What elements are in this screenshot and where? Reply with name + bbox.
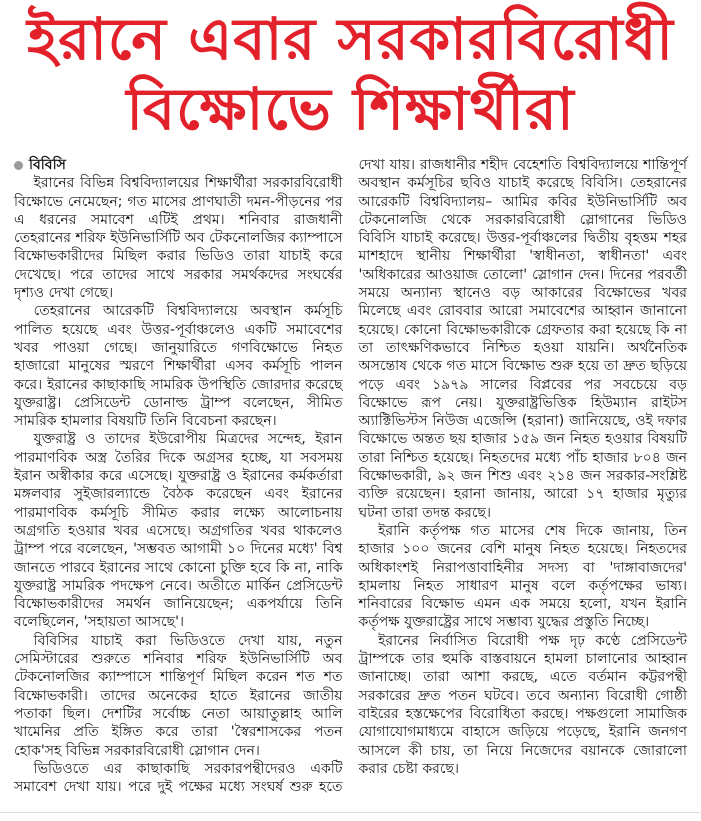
article-paragraph: ভিডিওতে এর কাছাকাছি সরকারপন্থীদেরও একটি সমাবেশ দেখা যায়। পরে দুই পক্ষের মধ্যে সংঘর্ষ শুরু হতে দেখা যায়। রাজধানীর শহীদ বেহেশতি বিশ্ববিদ্যালয়ে শান্তিপূর্ণ অবস্থান কর্মসূচির ছবিও যাচাই করেছে বিবিসি। তেহরানের আরেকটি বিশ্ববিদ্যালয়– আমির কবির ইউনিভার্সিটি অব টেকনোলজি থেকে সরকারবিরোধী স্লোগানের ভিডিও বিবিসি যাচাই করেছে। উত্তর-পূর্বাঞ্চলের দ্বিতীয় বৃহত্তম শহর মাশহাদে স্থানীয় শিক্ষার্থীরা 'স্বাধীনতা, স্বাধীনতা' এবং 'অধিকারের আওয়াজ তোলো' স্লোগান দেন। দিনের পরবর্তী সময়ে অন্যান্য স্থানেও বড় আকারের বিক্ষোভের খবর মিলেছে এবং রোববার আরো সমাবেশের আহ্বান জানানো হয়েছে। কোনো বিক্ষোভকারীকে গ্রেফতার করা হয়েছে কি না তা তাৎক্ষণিকভাবে নিশ্চিত হওয়া যায়নি। অর্থনৈতিক অসন্তোষ থেকে গত মাসে বিক্ষোভ শুরু হয়ে তা দ্রুত ছড়িয়ে পড়ে এবং ১৯৭৯ সালের বিপ্লবের পর সবচেয়ে বড় বিক্ষোভে রূপ নেয়। যুক্তরাষ্ট্রভিত্তিক হিউম্যান রাইটস অ্যাক্টিভিস্টস নিউজ এজেন্সি (হরানা) জানিয়েছে, ওই দফার বিক্ষোভে অন্তত ছয় হাজার ১৫৯ জন নিহত হওয়ার বিষয়টি তারা নিশ্চিত হয়েছে। নিহতদের মধ্যে পাঁচ হাজার ৮০৪ জন বিক্ষোভকারী, ৯২ জন শিশু এবং ২১৪ জন সরকার-সংশ্লিষ্ট ব্যক্তি রয়েছেন। হরানা জানায়, আরো ১৭ হাজার মৃত্যুর ঘটনা তারা তদন্ত করছে। xyxy=(14,157,687,796)
headline-line-2: বিক্ষোভে শিক্ষার্থীরা xyxy=(126,75,575,143)
article-paragraph: ইরানের নির্বাসিত বিরোধী পক্ষ দৃঢ় কণ্ঠে প্রেসিডেন্ট ট্রাম্পকে তার হুমকি বাস্তবায়নে হামলা চালানোর আহ্বান জানাচ্ছে। তারা আশা করছে, এতে বর্তমান কট্টরপন্থী সরকারের দ্রুত পতন ঘটবে। তবে অন্যান্য বিরোধী গোষ্ঠী বাইরের হস্তক্ষেপের বিরোধিতা করছে। পক্ষগুলো সামাজিক যোগাযোগমাধ্যমে বাহাসে জড়িয়ে পড়েছে, ইরানি জনগণ আসলে কী চায়, তা নিয়ে নিজেদের বয়ানকে জোরালো করার চেষ্টা করছে। xyxy=(358,632,687,777)
headline xyxy=(0,4,701,144)
article-paragraph: ইরানের বিভিন্ন বিশ্ববিদ্যালয়ের শিক্ষার্থীরা সরকারবিরোধী বিক্ষোভে নেমেছেন; গত মাসের প্রাণঘাতী দমন-পীড়নের পর এ ধরনের সমাবেশ এটিই প্রথম। শনিবার রাজধানী তেহরানের শরিফ ইউনিভার্সিটি অব টেকনোলজির ক্যাম্পাসে বিক্ষোভকারীদের মিছিল করার ভিডিও তারা যাচাই করে দেখেছে। পরে তাদের সাথে সরকার সমর্থকদের সংঘর্ষের দৃশ্যও দেখা গেছে। xyxy=(14,175,343,302)
headline-line-1: ইরানে এবার সরকারবিরোধী xyxy=(27,5,674,73)
bottom-divider xyxy=(0,812,701,813)
article-paragraph: ইরানি কর্তৃপক্ষ গত মাসের শেষ দিকে জানায়, তিন হাজার ১০০ জনের বেশি মানুষ নিহত হয়েছে। নিহতদের অধিকাংশই নিরাপত্তাবাহিনীর সদস্য বা 'দাঙ্গাবাজদের' হামলায় নিহত সাধারণ মানুষ বলে কর্তৃপক্ষের ভাষ্য। শনিবারের বিক্ষোভ এমন এক সময়ে হলো, যখন ইরানি কর্তৃপক্ষ যুক্তরাষ্ট্রের সাথে সম্ভাব্য যুদ্ধের প্রস্তুতি নিচ্ছে। xyxy=(358,522,687,631)
article-paragraph: বিবিসির যাচাই করা ভিডিওতে দেখা যায়, নতুন সেমিস্টারের শুরুতে শনিবার শরিফ ইউনিভার্সিটি অব টেকনোলজির ক্যাম্পাসে শান্তিপূর্ণ মিছিল করেন শত শত বিক্ষোভকারী। তাদের অনেকের হাতে ইরানের জাতীয় পতাকা ছিল। দেশটির সর্বোচ্চ নেতা আয়াতুল্লাহ আলি খামেনির প্রতি ইঙ্গিত করে তারা 'স্বৈরশাসকের পতন হোক'সহ বিভিন্ন সরকারবিরোধী স্লোগান দেন। xyxy=(14,632,343,759)
byline-source: বিবিসি xyxy=(29,157,66,173)
bullet-dot-icon xyxy=(14,161,23,170)
byline xyxy=(14,156,343,174)
article-paragraph: যুক্তরাষ্ট্র ও তাদের ইউরোপীয় মিত্রদের সন্দেহ, ইরান পারমাণবিক অস্ত্র তৈরির দিকে অগ্রসর হচ্ছে, যা সবসময় ইরান অস্বীকার করে এসেছে। যুক্তরাষ্ট্র ও ইরানের কর্মকর্তারা মঙ্গলবার সুইজারল্যান্ডে বৈঠক করেছেন এবং ইরানের পারমাণবিক কর্মসূচি সীমিত করার লক্ষ্যে আলোচনায় অগ্রগতি হওয়ার খবর এসেছে। অগ্রগতির খবর থাকলেও ট্রাম্প পরে বলেছেন, 'সম্ভবত আগামী ১০ দিনের মধ্যে' বিশ্ব জানতে পারবে ইরানের সাথে কোনো চুক্তি হবে কি না, নাকি যুক্তরাষ্ট্র সামরিক পদক্ষেপ নেবে। অতীতে মার্কিন প্রেসিডেন্ট বিক্ষোভকারীদের সমর্থন জানিয়েছেন; একপর্যায়ে তিনি বলেছিলেন, 'সহায়তা আসছে'। xyxy=(14,431,343,631)
article-paragraph: তেহরানের আরেকটি বিশ্ববিদ্যালয়ে অবস্থান কর্মসূচি পালিত হয়েছে এবং উত্তর-পূর্বাঞ্চলেও একটি সমাবেশের খবর পাওয়া গেছে। জানুয়ারিতে গণবিক্ষোভে নিহত হাজারো মানুষের স্মরণে শিক্ষার্থীরা এসব কর্মসূচি পালন করে। ইরানের কাছাকাছি সামরিক উপস্থিতি জোরদার করেছে যুক্তরাষ্ট্র। প্রেসিডেন্ট ডোনাল্ড ট্রাম্প বলেছেন, সীমিত সামরিক হামলার বিষয়টি তিনি বিবেচনা করছেন। xyxy=(14,303,343,430)
article-body xyxy=(14,156,687,806)
